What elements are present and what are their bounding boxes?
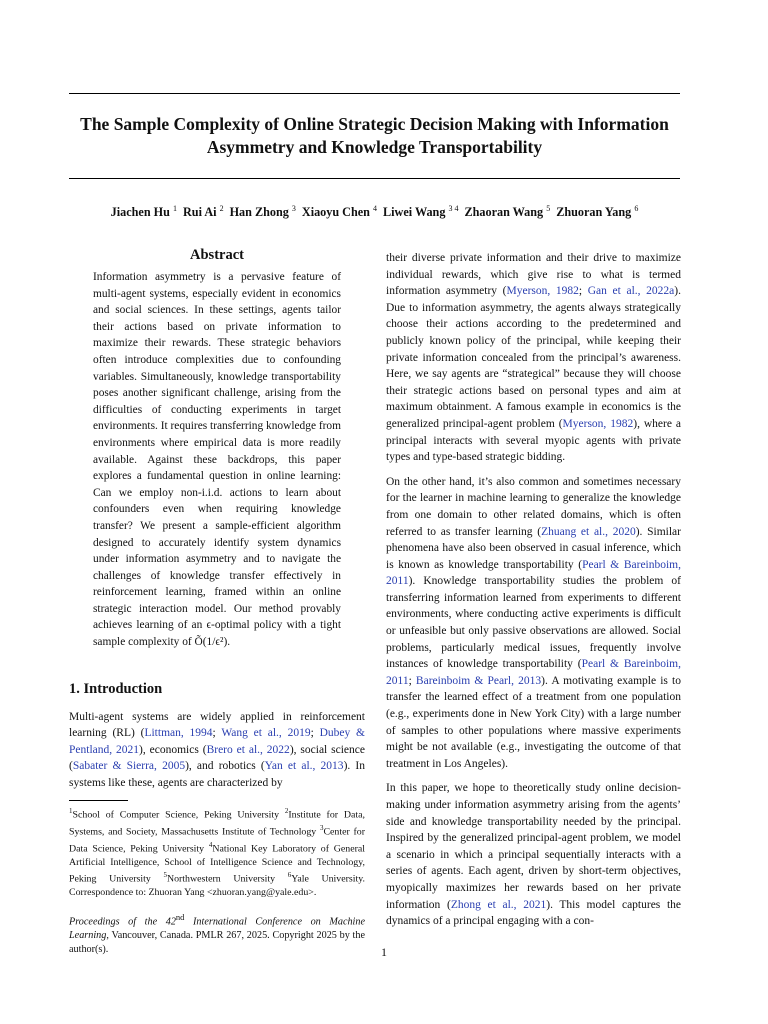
- citation-link[interactable]: Myerson, 1982: [562, 417, 634, 430]
- affiliation-mark: 2: [219, 204, 224, 213]
- footnote-divider: [69, 800, 128, 801]
- citation-link[interactable]: Zhuang et al., 2020: [541, 525, 636, 538]
- superscript-mark: 1: [69, 806, 73, 815]
- affiliation-mark: 3 4: [448, 204, 459, 213]
- citation-link[interactable]: Dubey & Pentland, 2021: [69, 727, 365, 756]
- superscript-mark: 5: [163, 871, 167, 880]
- citation-link[interactable]: Zhong et al., 2021: [450, 898, 547, 911]
- affiliation-mark: 1: [172, 204, 177, 213]
- affiliation-mark: 3: [291, 204, 296, 213]
- author-name: Zhaoran Wang $^5$: [464, 204, 551, 220]
- affiliation-mark: 5: [546, 204, 551, 213]
- citation-link[interactable]: Littman, 1994: [144, 727, 213, 740]
- author-name: Xiaoyu Chen $^4$: [301, 204, 377, 220]
- superscript-mark: nd: [175, 912, 185, 923]
- affiliation-mark: 4: [373, 204, 377, 213]
- citation-link[interactable]: Gan et al., 2022a: [587, 285, 675, 298]
- page-number: 1: [381, 945, 387, 959]
- left-column: [69, 247, 365, 957]
- abstract-text: Information asymmetry is a pervasive feature of multi-agent systems, especially evident in economics and social sciences. In these settings, agents tailor their actions based on private information to maximize their rewards. These strategic behaviors often introduce complexities due to confounding variables. Simultaneously, knowledge transportability poses another significant challenge, arising from the difficulties of conducting experiments in target environments. It requires transferring knowledge from environments where empirical data is more readily available. Against these backdrops, this paper explores a fundamental question in online learning: Can we employ non-i.i.d. actions to learn about confounders even when requiring knowledge transfer? We present a sample-efficient algorithm designed to accurately identify system dynamics under information asymmetry and to navigate the challenges of knowledge transfer effectively in reinforcement learning, framed within an online strategic interaction model. Our method provably achieves learning of an ϵ-optimal policy with a tight sample complexity of Õ(1/ϵ²).: [93, 271, 341, 649]
- superscript-mark: 3: [319, 823, 324, 832]
- section-heading-introduction: 1. Introduction: [69, 680, 163, 697]
- intro-paragraph: Multi-agent systems are widely applied in reinforcement learning (RL) (Littman, 1994; Wang et al., 2019; Dubey & Pentland, 2021), economics (Brero et al., 2022), social science (Sabater & Sierra, 2005), and robotics (Yan et al., 2013). In systems like these, agents are characterized by: [69, 710, 365, 790]
- proceedings-note: Proceedings of the 42nd International Conference on Machine Learning, Vancouver, Canada. PMLR 267, 2025. Copyright 2025 by the author(s).: [69, 912, 366, 955]
- citation-link[interactable]: Bareinboim & Pearl, 2013: [415, 674, 542, 687]
- citation-link[interactable]: Yan et al., 2013: [264, 760, 344, 773]
- citation-link[interactable]: Pearl & Bareinboim, 2011: [386, 658, 681, 687]
- citation-link[interactable]: Wang et al., 2019: [221, 727, 311, 740]
- citation-link[interactable]: Pearl & Bareinboim, 2011: [386, 558, 682, 588]
- superscript-mark: 4: [208, 840, 213, 849]
- italic-text: 42: [165, 916, 176, 928]
- title-rule-bottom: [69, 178, 680, 179]
- affiliations-footnote: $^1$School of Computer Science, Peking University $^2$Institute for Data, Systems, and Society, Massachusetts Institute of Technology $^3$Center for Data Science, Peking University $^4$National Key Laboratory of General Artificial Intelligence, School of Intelligence Science and Technology, Peking University $^5$Northwestern University $^6$Yale University. Correspondence to: Zhuoran Yang <zhuoran.yang@yale.edu>.: [69, 806, 366, 899]
- affiliation-mark: 6: [634, 204, 639, 213]
- author-name: Liwei Wang $^{3 4}$: [383, 204, 459, 220]
- abstract-heading: Abstract: [190, 247, 244, 263]
- superscript-mark: 6: [287, 871, 292, 880]
- citation-link[interactable]: Brero et al., 2022: [206, 743, 290, 756]
- right-column: [386, 250, 681, 938]
- citation-link[interactable]: Myerson, 1982: [506, 285, 579, 298]
- superscript-mark: 2: [284, 806, 289, 815]
- body-paragraph: On the other hand, it’s also common and sometimes necessary for the learner in machine learning to generalize the knowledge from one domain to other related domains, which is often referred to as transfer learning (Zhuang et al., 2020). Similar phenomena have also been observed in casual inference, which is known as knowledge transportability (Pearl & Bareinboim, 2011). Knowledge transportability studies the problem of transferring information learned from experiments to different environments, where conducting active experiments is difficult or unfeasible but only passive observations are allowed. Social problems, particularly medical issues, frequently involve instances of knowledge transportability (Pearl & Bareinboim, 2011; Bareinboim & Pearl, 2013). A motivating example is to transfer the learned effect of a treatment from one population (e.g., experiments done in New York City) with a large number of samples to other populations where massive experiments might be not available (e.g., investigating the outcome of that treatment in Los Angeles).: [386, 475, 682, 770]
- body-paragraph: their diverse private information and their drive to maximize individual rewards, which give rise to what is termed information asymmetry (Myerson, 1982; Gan et al., 2022a). Due to information asymmetry, the agents always strategically choose their actions according to the predetermined and publicly known policy of the principal, while keeping their private information concealed from the principal’s awareness. Here, we say agents are “strategical” because they will choose their strategic actions based on personal types and aim at maximum obtainment. A famous example in economics is the generalized principal-agent problem (Myerson, 1982), where a principal interacts with several myopic agents with private types and type-based strategic bidding.: [386, 252, 681, 464]
- author-name: Rui Ai $^2$: [182, 204, 224, 220]
- title-rule-top: [69, 93, 680, 94]
- body-paragraph: In this paper, we hope to theoretically study online decision-making under information asymmetry arising from the agents’ side and knowledge transportability needed by the principal. Inspired by the generalized principal-agent problem, we model a scenario in which a principal sequentially interacts with a series of agents. Each agent, driven by short-term objectives, myopically maximizes her rewards based on her private information (Zhong et al., 2021). This model captures the dynamics of a principal engaging with a con-: [386, 782, 682, 928]
- author-name: Jiachen Hu $^1$: [110, 204, 177, 220]
- citation-link[interactable]: Sabater & Sierra, 2005: [72, 760, 186, 773]
- italic-text: International Conference on Machine Learning: [69, 916, 366, 942]
- author-name: Han Zhong $^3$: [229, 204, 296, 220]
- author-list: [69, 204, 680, 220]
- author-name: Zhuoran Yang $^6$: [556, 204, 639, 220]
- italic-text: Proceedings of the: [69, 916, 166, 928]
- paper-title: The Sample Complexity of Online Strategic Decision Making with Information Asymmetry and Knowledge Transportability: [80, 114, 669, 157]
